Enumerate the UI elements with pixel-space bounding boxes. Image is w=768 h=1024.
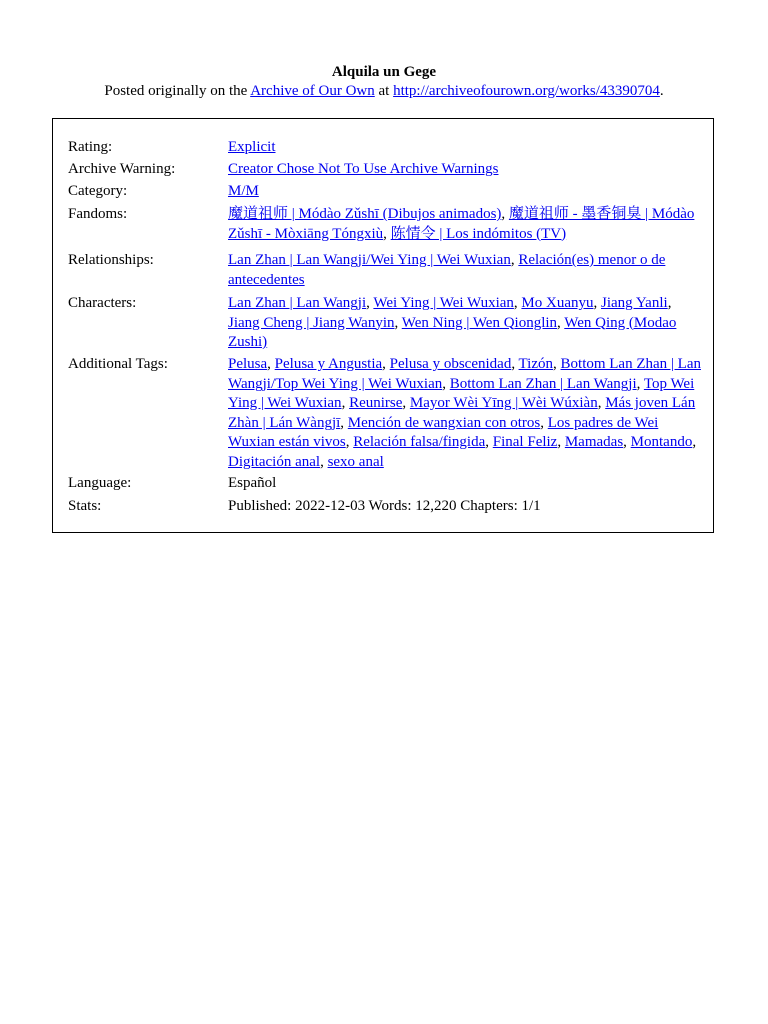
tag-separator: ,: [511, 356, 519, 372]
relationships-label: Relationships:: [68, 252, 154, 268]
tag-link[interactable]: Digitación anal: [228, 453, 321, 470]
tag-link[interactable]: Bottom Lan Zhan | Lan Wangji: [449, 375, 637, 392]
tag-link[interactable]: Pelusa y Angustia: [274, 356, 383, 372]
tag-separator: ,: [340, 414, 348, 431]
tag-link[interactable]: 魔道祖师 | Módào Zǔshī (Dibujos animados): [228, 206, 502, 222]
tag-separator: ,: [553, 356, 561, 372]
stats-label: Stats:: [68, 498, 102, 514]
tag-separator: ,: [382, 356, 390, 372]
characters-label: Characters:: [68, 295, 137, 311]
tag-link[interactable]: Lan Zhan | Lan Wangji: [228, 295, 367, 311]
tag-link[interactable]: 陈情令 | Los indómitos (TV): [390, 225, 567, 242]
tag-separator: ,: [667, 295, 672, 311]
work-title: Alquila un Gege: [331, 64, 437, 80]
tag-link[interactable]: sexo anal: [327, 453, 384, 470]
tag-separator: ,: [597, 395, 606, 411]
tag-link[interactable]: Tizón: [518, 356, 554, 372]
tag-link[interactable]: Mención de wangxian con otros: [347, 414, 541, 431]
tag-separator: ,: [366, 295, 374, 311]
end-punct: .: [659, 83, 664, 99]
tag-link[interactable]: Mamadas: [564, 434, 624, 450]
tag-link[interactable]: Mo Xuanyu: [521, 295, 594, 311]
tag-link[interactable]: M/M: [228, 183, 259, 199]
stats-value: Published: 2022-12-03 Words: 12,220 Chapters: 1/1: [228, 498, 541, 514]
work-metadata-box: [52, 118, 714, 533]
tag-separator: ,: [442, 375, 450, 392]
language-label: Language:: [68, 475, 132, 491]
tag-separator: ,: [383, 225, 391, 242]
tag-link[interactable]: Top Wei Ying | Wei Wuxian: [228, 375, 695, 411]
at-text: at: [374, 83, 394, 99]
tag-separator: ,: [557, 314, 565, 331]
tag-separator: ,: [394, 314, 402, 331]
archive-warning-tags: [228, 160, 703, 180]
tag-link[interactable]: Los padres de Wei Wuxian están vivos: [228, 414, 659, 450]
tag-separator: ,: [320, 453, 328, 470]
category-label: Category:: [68, 183, 128, 199]
tag-link[interactable]: Lan Zhan | Lan Wangji/Wei Ying | Wei Wuxian: [228, 252, 511, 268]
tag-link[interactable]: Bottom Lan Zhan | Lan Wangji/Top Wei Ying | Wei Wuxian: [228, 356, 701, 392]
work-url-link[interactable]: http://archiveofourown.org/works/43390704: [393, 83, 660, 99]
tag-link[interactable]: Jiang Cheng | Jiang Wanyin: [228, 314, 395, 331]
tag-link[interactable]: Final Feliz: [492, 434, 558, 450]
tag-separator: ,: [485, 434, 493, 450]
tag-separator: ,: [402, 395, 410, 411]
tag-link[interactable]: Wen Qing (Modao Zushi): [228, 314, 677, 350]
tag-link[interactable]: Montando: [630, 434, 693, 450]
tag-link[interactable]: Pelusa: [228, 356, 268, 372]
additional-tags-label: Additional Tags:: [68, 356, 168, 372]
category-tags: [228, 182, 703, 202]
work-header: [0, 62, 768, 101]
tag-separator: ,: [501, 206, 509, 222]
rating-tags: [228, 138, 703, 158]
tag-link[interactable]: Relación falsa/fingida: [353, 434, 486, 450]
archive-warning-label: Archive Warning:: [68, 161, 176, 177]
tag-separator: ,: [510, 252, 519, 268]
language-value: Español: [228, 475, 277, 491]
tag-separator: ,: [540, 414, 548, 431]
tag-link[interactable]: Relación(es) menor o de antecedentes: [228, 252, 666, 288]
additional-tags-list: [228, 355, 703, 472]
tag-link[interactable]: Mayor Wèi Yīng | Wèi Wúxiàn: [409, 395, 598, 411]
tag-link[interactable]: Wei Ying | Wei Wuxian: [373, 295, 514, 311]
fandoms-tags: [228, 205, 703, 244]
archive-link[interactable]: Archive of Our Own: [250, 83, 375, 99]
tag-link[interactable]: Wen Ning | Wen Qionglin: [401, 314, 558, 331]
fandoms-label: Fandoms:: [68, 206, 128, 222]
tag-separator: ,: [513, 295, 522, 311]
tag-separator: ,: [636, 375, 644, 392]
tag-separator: ,: [692, 434, 697, 450]
tag-link[interactable]: Más joven Lán Zhàn | Lán Wàngjī: [228, 395, 696, 431]
tag-separator: ,: [557, 434, 565, 450]
tag-link[interactable]: 魔道祖师 - 墨香铜臭 | Módào Zǔshī - Mòxiāng Tóngxiù: [228, 206, 695, 242]
tag-separator: ,: [341, 395, 350, 411]
tag-link[interactable]: Pelusa y obscenidad: [389, 356, 512, 372]
tag-link[interactable]: Explicit: [228, 139, 276, 155]
tag-separator: ,: [593, 295, 601, 311]
tag-separator: ,: [345, 434, 354, 450]
tag-link[interactable]: Jiang Yanli: [601, 295, 668, 311]
relationships-tags: [228, 251, 703, 290]
tag-separator: ,: [623, 434, 631, 450]
tag-link[interactable]: Creator Chose Not To Use Archive Warnings: [228, 161, 499, 177]
tag-separator: ,: [267, 356, 275, 372]
characters-tags: [228, 294, 703, 353]
posted-line: [0, 82, 768, 101]
rating-label: Rating:: [68, 139, 113, 155]
tag-link[interactable]: Reunirse: [349, 395, 403, 411]
posted-prefix: Posted originally on the: [104, 83, 251, 99]
